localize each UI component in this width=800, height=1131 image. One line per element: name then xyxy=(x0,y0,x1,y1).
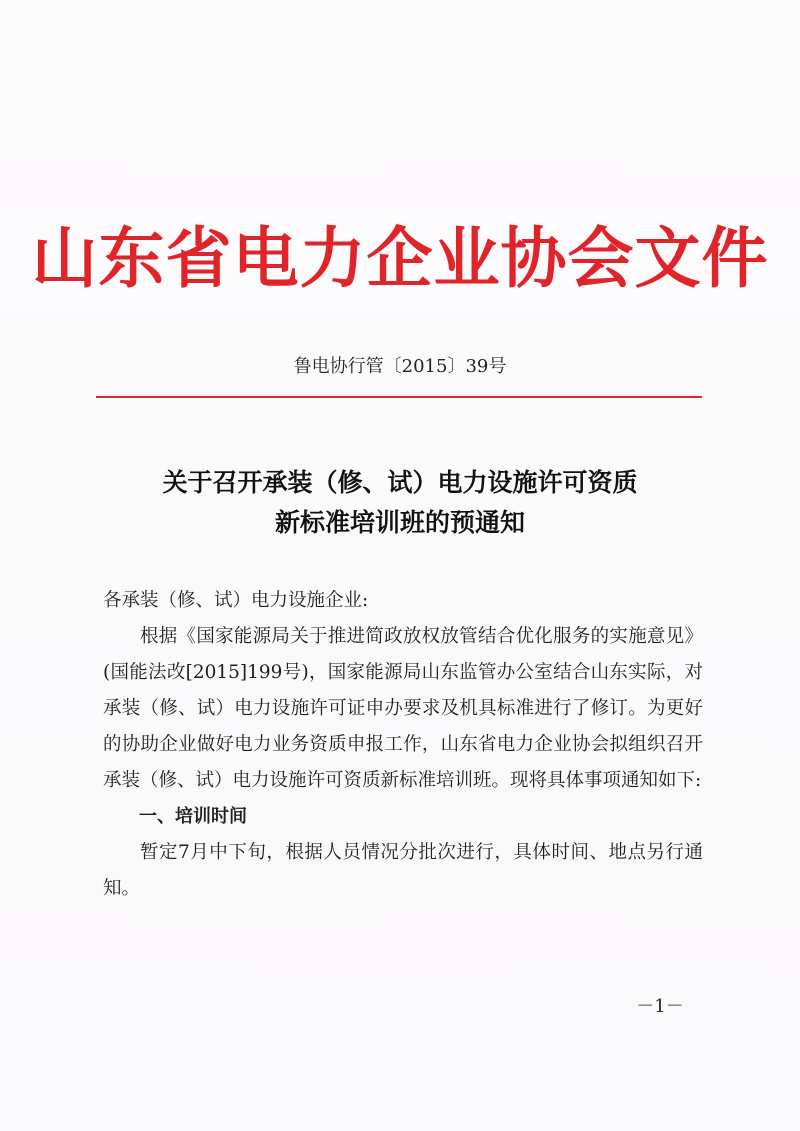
body-paragraph-1: 根据《国家能源局关于推进简政放权放管结合优化服务的实施意见》(国能法改[2015]199号)，国家能源局山东监管办公室结合山东实际，对承装（修、试）电力设施许可证申办要求及机具标准进行了修订。为更好的协助企业做好电力业务资质申报工作，山东省电力企业协会拟组织召开承装（修、试）电力设施许可资质新标准培训班。现将具体事项通知如下: xyxy=(103,626,703,791)
page-number: －1－ xyxy=(636,996,684,1017)
document-number: 鲁电协行管〔2015〕39号 xyxy=(293,356,507,377)
notice-title xyxy=(0,463,800,543)
section-heading-1: 一、培训时间 xyxy=(139,806,247,827)
notice-title-line-1: 关于召开承装（修、试）电力设施许可资质 xyxy=(162,468,638,497)
salutation: 各承装（修、试）电力设施企业: xyxy=(103,590,369,611)
notice-title-line-2: 新标准培训班的预通知 xyxy=(274,508,525,537)
document-header-title: 山东省电力企业协会文件 xyxy=(31,220,769,297)
header-red-rule xyxy=(96,396,702,398)
section-1-text: 暂定7月中下旬，根据人员情况分批次进行，具体时间、地点另行通知。 xyxy=(103,842,703,899)
notice-body xyxy=(103,583,703,907)
